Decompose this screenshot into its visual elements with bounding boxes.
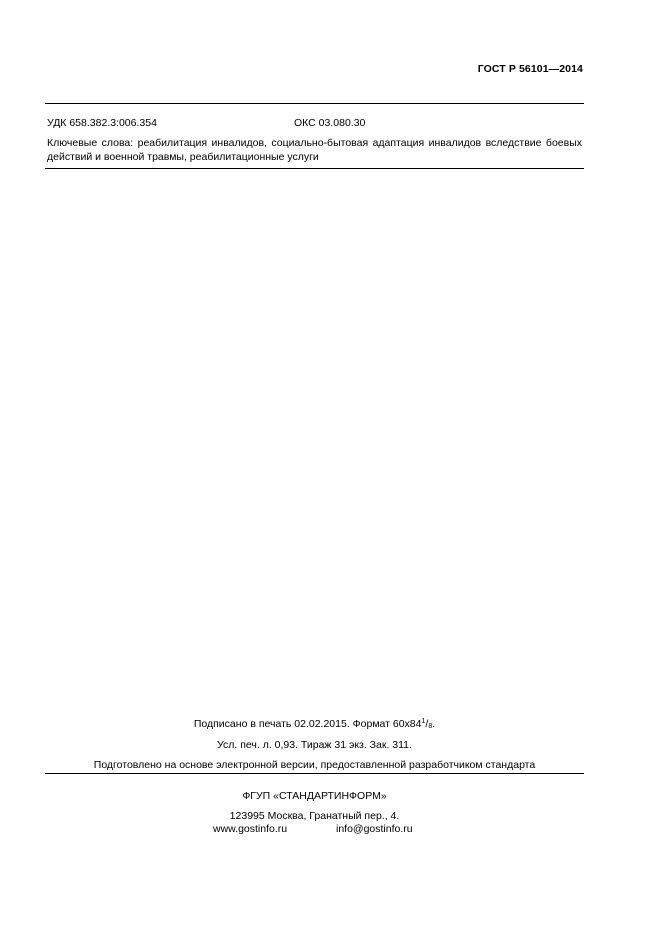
publisher-name: ФГУП «СТАНДАРТИНФОРМ»	[242, 790, 387, 802]
format-subscript: 8	[428, 723, 433, 730]
signed-text: Подписано в печать 02.02.2015. Формат 60х84	[193, 718, 422, 730]
document-code: ГОСТ Р 56101—2014	[477, 63, 583, 75]
format-end: .	[432, 718, 436, 730]
top-divider	[45, 103, 584, 104]
bottom-divider	[45, 773, 584, 774]
print-info: Усл. печ. л. 0,93. Тираж 31 экз. Зак. 311.	[217, 739, 412, 751]
middle-divider	[45, 168, 584, 169]
publisher-address: 123995 Москва, Гранатный пер., 4.	[229, 810, 400, 822]
email-link[interactable]: info@gostinfo.ru	[336, 823, 413, 835]
oks-code: ОКС 03.080.30	[294, 117, 366, 129]
format-superscript: 1	[421, 718, 426, 725]
udk-code: УДК 658.382.3:006.354	[47, 117, 157, 129]
website-link[interactable]: www.gostinfo.ru	[213, 823, 288, 835]
keywords-text: Ключевые слова: реабилитация инвалидов, социально-бытовая адаптация инвалидов вследствие боевых действий и военной травмы, реабилитационные услуги	[47, 137, 582, 163]
prepared-note: Подготовлено на основе электронной версии, предоставленной разработчиком стандарта	[93, 759, 536, 771]
signed-for-print: Подписано в печать 02.02.2015. Формат $60х84^1/_8$.	[193, 718, 436, 730]
